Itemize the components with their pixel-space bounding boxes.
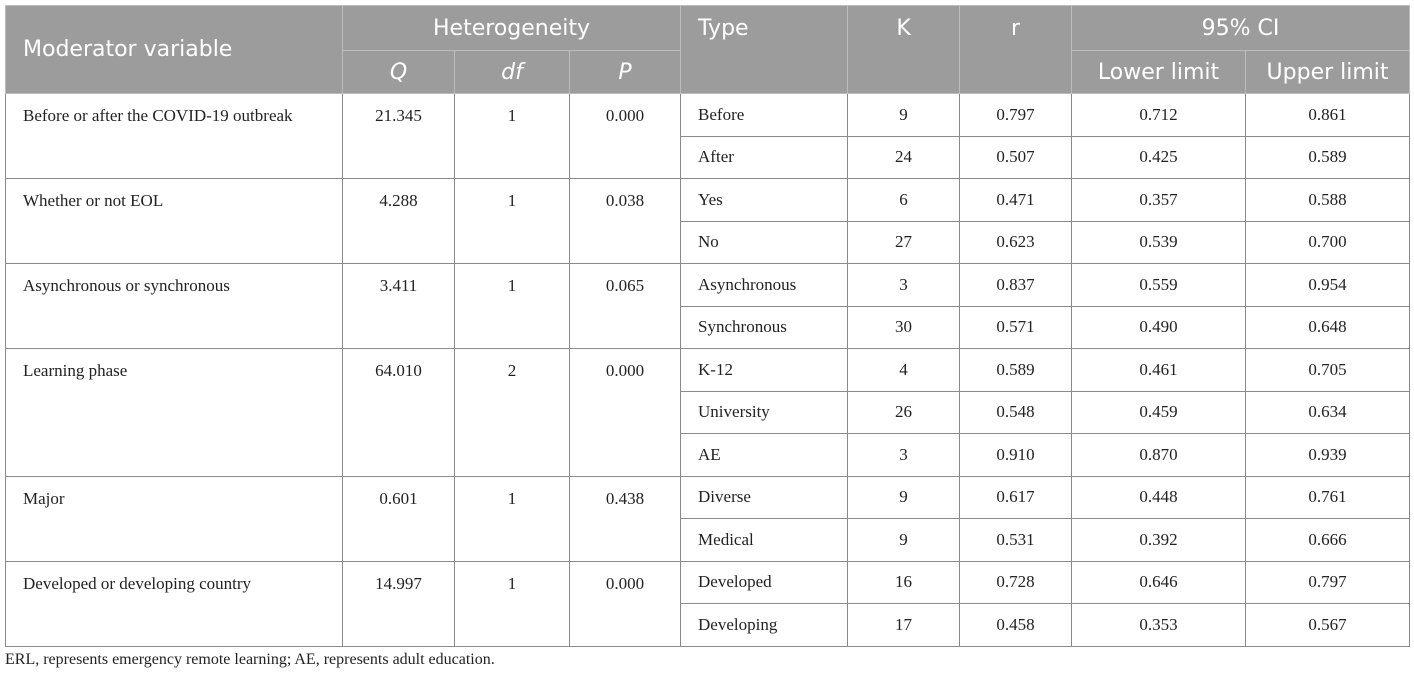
moderator-cell: Major (6, 476, 343, 561)
header-moderator: Moderator variable (6, 6, 343, 94)
k-cell: 24 (848, 136, 960, 179)
df-cell: 1 (455, 561, 570, 646)
type-cell: Diverse (681, 476, 848, 519)
header-upper-limit: Upper limit (1246, 51, 1410, 94)
q-cell: 64.010 (343, 349, 455, 477)
p-cell: 0.000 (570, 561, 681, 646)
k-cell: 3 (848, 264, 960, 307)
type-cell: Before (681, 94, 848, 137)
upper-limit-cell: 0.939 (1246, 434, 1410, 477)
q-cell: 4.288 (343, 179, 455, 264)
upper-limit-cell: 0.761 (1246, 476, 1410, 519)
k-cell: 27 (848, 221, 960, 264)
df-cell: 2 (455, 349, 570, 477)
type-cell: After (681, 136, 848, 179)
r-cell: 0.507 (960, 136, 1072, 179)
upper-limit-cell: 0.954 (1246, 264, 1410, 307)
df-cell: 1 (455, 264, 570, 349)
p-cell: 0.438 (570, 476, 681, 561)
upper-limit-cell: 0.634 (1246, 391, 1410, 434)
lower-limit-cell: 0.392 (1072, 519, 1246, 562)
p-cell: 0.065 (570, 264, 681, 349)
table-row (6, 476, 1410, 519)
table-row (6, 94, 1410, 137)
r-cell: 0.458 (960, 604, 1072, 647)
q-cell: 14.997 (343, 561, 455, 646)
r-cell: 0.797 (960, 94, 1072, 137)
k-cell: 4 (848, 349, 960, 392)
type-cell: Medical (681, 519, 848, 562)
table-header (6, 6, 1410, 94)
lower-limit-cell: 0.646 (1072, 561, 1246, 604)
moderator-cell: Whether or not EOL (6, 179, 343, 264)
lower-limit-cell: 0.425 (1072, 136, 1246, 179)
header-q: Q (343, 51, 455, 94)
k-cell: 3 (848, 434, 960, 477)
lower-limit-cell: 0.712 (1072, 94, 1246, 137)
type-cell: AE (681, 434, 848, 477)
upper-limit-cell: 0.666 (1246, 519, 1410, 562)
type-cell: University (681, 391, 848, 434)
upper-limit-cell: 0.567 (1246, 604, 1410, 647)
header-ci: 95% CI (1072, 6, 1410, 51)
r-cell: 0.571 (960, 306, 1072, 349)
header-k: K (848, 6, 960, 94)
lower-limit-cell: 0.357 (1072, 179, 1246, 222)
r-cell: 0.837 (960, 264, 1072, 307)
lower-limit-cell: 0.461 (1072, 349, 1246, 392)
k-cell: 9 (848, 94, 960, 137)
q-cell: 21.345 (343, 94, 455, 179)
type-cell: Synchronous (681, 306, 848, 349)
r-cell: 0.910 (960, 434, 1072, 477)
type-cell: Developing (681, 604, 848, 647)
moderator-cell: Asynchronous or synchronous (6, 264, 343, 349)
k-cell: 26 (848, 391, 960, 434)
r-cell: 0.531 (960, 519, 1072, 562)
p-cell: 0.038 (570, 179, 681, 264)
header-lower-limit: Lower limit (1072, 51, 1246, 94)
header-heterogeneity: Heterogeneity (343, 6, 681, 51)
p-cell: 0.000 (570, 94, 681, 179)
r-cell: 0.471 (960, 179, 1072, 222)
k-cell: 30 (848, 306, 960, 349)
type-cell: Asynchronous (681, 264, 848, 307)
df-cell: 1 (455, 179, 570, 264)
r-cell: 0.548 (960, 391, 1072, 434)
type-cell: Developed (681, 561, 848, 604)
header-df: df (455, 51, 570, 94)
type-cell: No (681, 221, 848, 264)
table-row (6, 264, 1410, 307)
header-type: Type (681, 6, 848, 94)
type-cell: Yes (681, 179, 848, 222)
table-row (6, 561, 1410, 604)
upper-limit-cell: 0.705 (1246, 349, 1410, 392)
df-cell: 1 (455, 94, 570, 179)
upper-limit-cell: 0.797 (1246, 561, 1410, 604)
moderator-cell: Developed or developing country (6, 561, 343, 646)
p-cell: 0.000 (570, 349, 681, 477)
k-cell: 6 (848, 179, 960, 222)
k-cell: 16 (848, 561, 960, 604)
upper-limit-cell: 0.589 (1246, 136, 1410, 179)
table-footnote: ERL, represents emergency remote learning; AE, represents adult education. (5, 651, 495, 668)
header-r: r (960, 6, 1072, 94)
upper-limit-cell: 0.588 (1246, 179, 1410, 222)
lower-limit-cell: 0.559 (1072, 264, 1246, 307)
lower-limit-cell: 0.448 (1072, 476, 1246, 519)
lower-limit-cell: 0.353 (1072, 604, 1246, 647)
lower-limit-cell: 0.539 (1072, 221, 1246, 264)
table-row (6, 349, 1410, 392)
r-cell: 0.623 (960, 221, 1072, 264)
lower-limit-cell: 0.870 (1072, 434, 1246, 477)
lower-limit-cell: 0.459 (1072, 391, 1246, 434)
k-cell: 9 (848, 476, 960, 519)
upper-limit-cell: 0.700 (1246, 221, 1410, 264)
q-cell: 3.411 (343, 264, 455, 349)
moderator-cell: Before or after the COVID-19 outbreak (6, 94, 343, 179)
r-cell: 0.617 (960, 476, 1072, 519)
type-cell: K-12 (681, 349, 848, 392)
r-cell: 0.728 (960, 561, 1072, 604)
q-cell: 0.601 (343, 476, 455, 561)
lower-limit-cell: 0.490 (1072, 306, 1246, 349)
moderator-analysis-table (5, 5, 1410, 647)
table-body (6, 94, 1410, 647)
r-cell: 0.589 (960, 349, 1072, 392)
k-cell: 17 (848, 604, 960, 647)
upper-limit-cell: 0.648 (1246, 306, 1410, 349)
moderator-cell: Learning phase (6, 349, 343, 477)
header-p: P (570, 51, 681, 94)
table-row (6, 179, 1410, 222)
k-cell: 9 (848, 519, 960, 562)
df-cell: 1 (455, 476, 570, 561)
upper-limit-cell: 0.861 (1246, 94, 1410, 137)
